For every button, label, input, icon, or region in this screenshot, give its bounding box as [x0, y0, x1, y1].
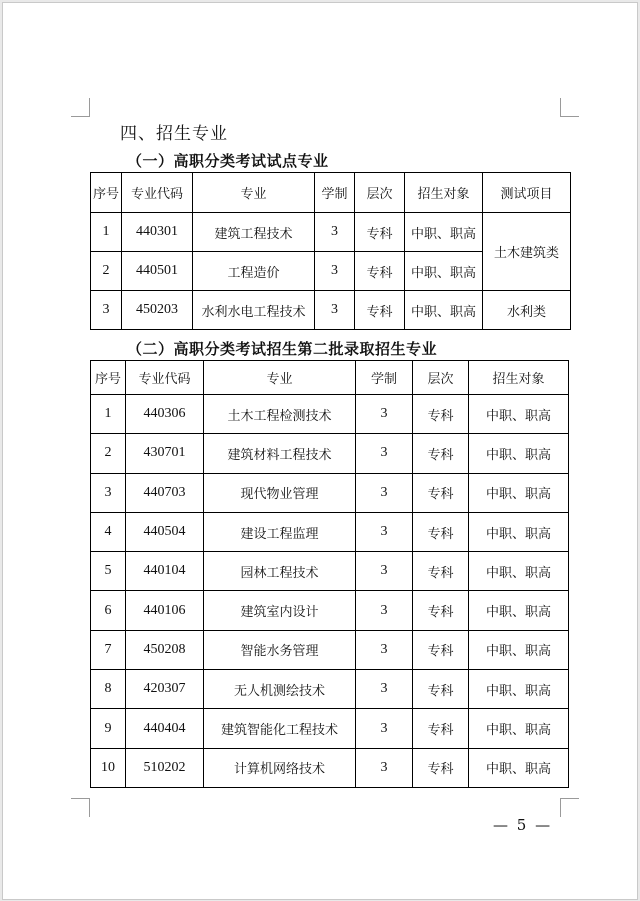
education-level: 专科	[355, 252, 405, 291]
major-code: 440104	[126, 552, 204, 591]
study-years: 3	[315, 252, 355, 291]
second-batch-majors-table	[90, 360, 569, 788]
crop-mark-top-left	[71, 98, 90, 117]
enrollment-target: 中职、职高	[469, 473, 569, 512]
header-cell: 招生对象	[469, 361, 569, 395]
table-row	[91, 213, 571, 252]
major-name: 水利水电工程技术	[193, 291, 315, 330]
table-header-row	[91, 361, 569, 395]
header-cell: 学制	[315, 173, 355, 213]
education-level: 专科	[413, 591, 469, 630]
study-years: 3	[356, 670, 413, 709]
study-years: 3	[356, 748, 413, 787]
major-name: 计算机网络技术	[204, 748, 356, 787]
table-row	[91, 709, 569, 748]
enrollment-target: 中职、职高	[469, 552, 569, 591]
enrollment-target: 中职、职高	[405, 213, 483, 252]
major-code: 440106	[126, 591, 204, 630]
study-years: 3	[356, 473, 413, 512]
row-number: 2	[91, 252, 122, 291]
study-years: 3	[356, 552, 413, 591]
header-cell: 层次	[413, 361, 469, 395]
education-level: 专科	[413, 395, 469, 434]
education-level: 专科	[413, 709, 469, 748]
row-number: 3	[91, 473, 126, 512]
study-years: 3	[356, 591, 413, 630]
major-code: 420307	[126, 670, 204, 709]
test-item: 土木建筑类	[483, 213, 571, 291]
education-level: 专科	[413, 552, 469, 591]
table-row	[91, 670, 569, 709]
major-code: 440306	[126, 395, 204, 434]
major-name: 建筑工程技术	[193, 213, 315, 252]
section-title: 四、招生专业	[120, 124, 228, 144]
row-number: 9	[91, 709, 126, 748]
major-name: 智能水务管理	[204, 630, 356, 669]
education-level: 专科	[355, 291, 405, 330]
header-cell: 序号	[91, 361, 126, 395]
study-years: 3	[356, 709, 413, 748]
education-level: 专科	[413, 630, 469, 669]
crop-mark-bottom-right	[560, 798, 579, 817]
test-item: 水利类	[483, 291, 571, 330]
table2-title: （二）高职分类考试招生第二批录取招生专业	[127, 340, 438, 358]
enrollment-target: 中职、职高	[469, 512, 569, 551]
enrollment-target: 中职、职高	[469, 748, 569, 787]
row-number: 1	[91, 395, 126, 434]
major-code: 440301	[122, 213, 193, 252]
enrollment-target: 中职、职高	[469, 709, 569, 748]
row-number: 1	[91, 213, 122, 252]
table-row	[91, 512, 569, 551]
page-number: — 5 —	[493, 816, 553, 834]
table-row	[91, 591, 569, 630]
major-name: 建筑材料工程技术	[204, 434, 356, 473]
row-number: 8	[91, 670, 126, 709]
major-name: 土木工程检测技术	[204, 395, 356, 434]
row-number: 2	[91, 434, 126, 473]
row-number: 3	[91, 291, 122, 330]
major-code: 450203	[122, 291, 193, 330]
header-cell: 序号	[91, 173, 122, 213]
education-level: 专科	[413, 670, 469, 709]
education-level: 专科	[413, 434, 469, 473]
enrollment-target: 中职、职高	[405, 252, 483, 291]
row-number: 5	[91, 552, 126, 591]
header-cell: 层次	[355, 173, 405, 213]
header-cell: 专业	[204, 361, 356, 395]
table1-title: （一）高职分类考试试点专业	[127, 152, 329, 170]
major-code: 440501	[122, 252, 193, 291]
crop-mark-bottom-left	[71, 798, 90, 817]
row-number: 4	[91, 512, 126, 551]
enrollment-target: 中职、职高	[469, 670, 569, 709]
major-code: 440504	[126, 512, 204, 551]
major-name: 建设工程监理	[204, 512, 356, 551]
major-code: 450208	[126, 630, 204, 669]
major-code: 430701	[126, 434, 204, 473]
study-years: 3	[356, 630, 413, 669]
row-number: 6	[91, 591, 126, 630]
study-years: 3	[356, 395, 413, 434]
education-level: 专科	[413, 748, 469, 787]
header-cell: 专业代码	[126, 361, 204, 395]
table-row	[91, 434, 569, 473]
header-cell: 专业	[193, 173, 315, 213]
row-number: 7	[91, 630, 126, 669]
enrollment-target: 中职、职高	[469, 591, 569, 630]
table-row	[91, 473, 569, 512]
crop-mark-top-right	[560, 98, 579, 117]
pilot-majors-table	[90, 172, 571, 330]
major-name: 园林工程技术	[204, 552, 356, 591]
major-code: 440703	[126, 473, 204, 512]
study-years: 3	[315, 291, 355, 330]
major-name: 无人机测绘技术	[204, 670, 356, 709]
study-years: 3	[315, 213, 355, 252]
table-row	[91, 552, 569, 591]
enrollment-target: 中职、职高	[405, 291, 483, 330]
study-years: 3	[356, 434, 413, 473]
table-row	[91, 748, 569, 787]
enrollment-target: 中职、职高	[469, 630, 569, 669]
major-name: 现代物业管理	[204, 473, 356, 512]
education-level: 专科	[413, 473, 469, 512]
education-level: 专科	[355, 213, 405, 252]
table-row	[91, 630, 569, 669]
header-cell: 专业代码	[122, 173, 193, 213]
enrollment-target: 中职、职高	[469, 395, 569, 434]
enrollment-target: 中职、职高	[469, 434, 569, 473]
header-cell: 学制	[356, 361, 413, 395]
header-cell: 招生对象	[405, 173, 483, 213]
header-cell: 测试项目	[483, 173, 571, 213]
major-code: 440404	[126, 709, 204, 748]
row-number: 10	[91, 748, 126, 787]
table-header-row	[91, 173, 571, 213]
table-row	[91, 395, 569, 434]
education-level: 专科	[413, 512, 469, 551]
major-code: 510202	[126, 748, 204, 787]
major-name: 建筑室内设计	[204, 591, 356, 630]
study-years: 3	[356, 512, 413, 551]
major-name: 工程造价	[193, 252, 315, 291]
table-row	[91, 291, 571, 330]
major-name: 建筑智能化工程技术	[204, 709, 356, 748]
